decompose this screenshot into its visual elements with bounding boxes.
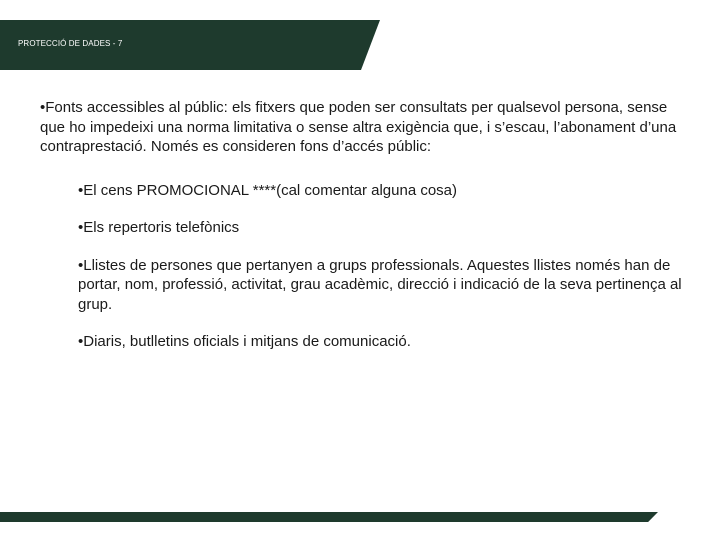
sub-bullet-item: •El cens PROMOCIONAL ****(cal comentar alguna cosa) [78,181,458,199]
sub-bullet-item: •Els repertoris telefònics [78,219,240,236]
sub-bullet-item: •Llistes de persones que pertanyen a grups professionals. Aquestes llistes només han de portar, nom, professió, activitat, grau acadèmic, direcció i indicació de la seva pertinença al grup. [78,256,682,313]
sub-bullet-item: •Diaris, butlletins oficials i mitjans de comunicació. [78,333,411,350]
main-bullet-text: •Fonts accessibles al públic: els fitxers que poden ser consultats per qualsevol persona, sense que ho impedeixi una norma limitativa o sense altra exigència que, i s’escau, l’abonament d’una contraprestació. Només es consideren fons d’accés públic: [40,99,677,155]
slide-content [40,98,690,352]
sub-bullet-list [40,181,690,352]
slide-header-label: PROTECCIÓ DE DADES - 7 [18,39,123,48]
footer-bar [0,512,658,522]
